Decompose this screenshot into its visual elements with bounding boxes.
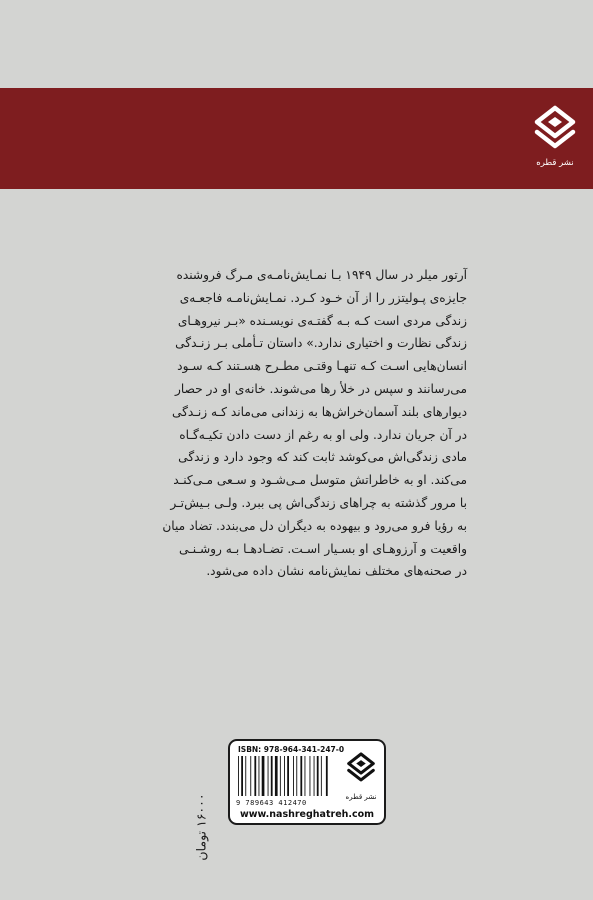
isbn-number: ISBN: 978-964-341-247-0	[238, 745, 345, 754]
blurb-line: زندگی مردی است کـه بـه گفتـه‌ی نویسـنده «بـر نیروهـای	[177, 313, 467, 328]
blurb-line: جایزه‌ی پـولیتزر را از آن خـود کـرد. نمـایش‌نامـه فاجعـه‌ی	[179, 290, 467, 305]
blurb-line: با مرور گذشته به چراهای زندگی‌اش پی ببرد. ولـی بـیش‌تـر	[170, 495, 467, 510]
blurb-line: در آن جریان ندارد. ولی او به رغم از دست دادن تکیـه‌گـاه	[179, 427, 467, 442]
qatreh-logo-icon	[346, 751, 376, 787]
blurb-line: در صحنه‌های مختلف نمایش‌نامه نشان داده می‌شود.	[206, 564, 467, 579]
blurb-line: واقعیت و آرزوهـای او بسـیار اسـت. تضـادهـا بـه روشـنـی	[178, 541, 467, 556]
header-band	[0, 88, 593, 189]
qatreh-logo-icon	[533, 104, 577, 156]
price-label	[191, 782, 211, 872]
barcode-digits: 9 789643 412470	[236, 799, 307, 807]
price-text: ۱۶۰۰۰ تومان	[193, 793, 209, 861]
publisher-logo-label: نشر قطره	[536, 158, 574, 168]
blurb-line: دیوارهای بلند آسمان‌خراش‌ها به زندانی می‌ماند کـه زنـدگی	[171, 404, 467, 419]
blurb-line: انسان‌هایی اسـت کـه تنهـا وقتـی مطـرح هسـتند کـه سـود	[177, 359, 467, 374]
isbn-publisher-logo	[342, 751, 380, 801]
publisher-logo	[526, 104, 584, 176]
isbn-publisher-name: نشر قطره	[345, 793, 377, 801]
blurb-text	[122, 264, 467, 583]
barcode-icon	[238, 756, 336, 796]
blurb-line: زندگی نظارت و اختیاری ندارد.» داستان تـأملی بـر زنـدگی	[175, 336, 467, 351]
blurb-line: می‌کند. او به خاطراتش متوسل مـی‌شـود و سـعی مـی‌کنـد	[173, 473, 467, 488]
blurb-line: به رؤیا فرو می‌رود و بیهوده به دیگران دل می‌بندد. تضاد میان	[162, 518, 467, 533]
blurb-line: می‌رسانند و سپس در خلأ رها می‌شوند. خانه‌ی او در حصار	[174, 381, 467, 396]
blurb-line: مادی زندگی‌اش می‌کوشد ثابت کند که وجود دارد و زندگی	[178, 450, 467, 465]
blurb-line: آرتور میلر در سال ۱۹۴۹ بـا نمـایش‌نامـه‌ی مـرگ فروشنده	[176, 268, 467, 282]
isbn-barcode-box	[228, 739, 386, 825]
publisher-website: www.nashreghatreh.com	[239, 809, 375, 820]
